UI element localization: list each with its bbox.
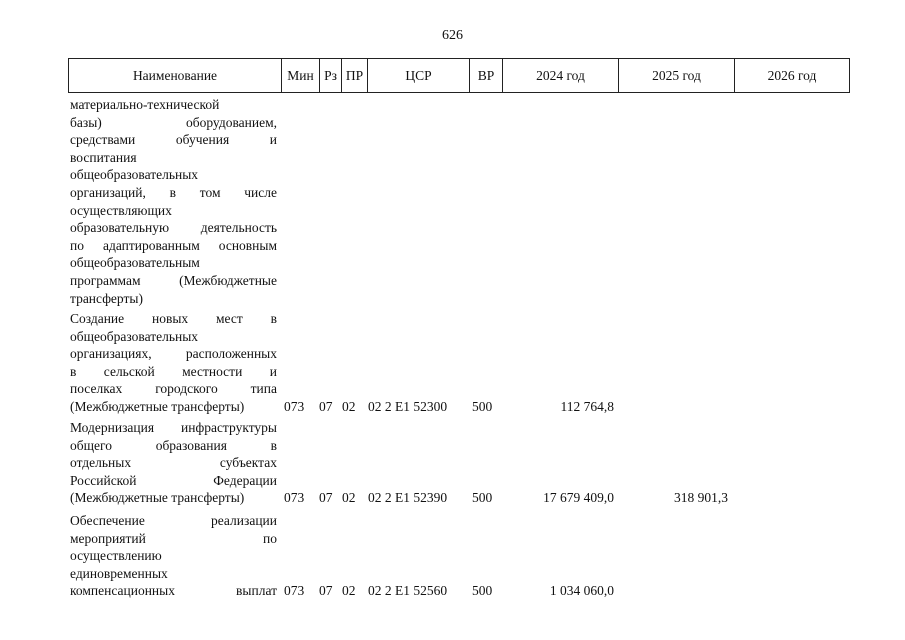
table-row bbox=[68, 419, 850, 507]
row-name-word: программам bbox=[70, 272, 141, 288]
row-name-word: числе bbox=[244, 184, 277, 200]
row-name-word: общего bbox=[70, 437, 112, 453]
row-name-word: новых bbox=[152, 311, 189, 326]
row-name-word: образования bbox=[155, 437, 227, 453]
header-pr: ПР bbox=[341, 59, 367, 92]
row-name-word: (Межбюджетные трансферты) bbox=[70, 398, 245, 414]
header-csr: ЦСР bbox=[367, 59, 469, 92]
row-name-line bbox=[70, 237, 277, 255]
row-csr: 02 2 E1 52560 bbox=[368, 583, 448, 599]
row-min: 073 bbox=[284, 399, 305, 414]
row-name-word: Федерации bbox=[213, 472, 277, 488]
row-name-word: Обеспечение bbox=[70, 513, 145, 528]
row-name-word: мероприятий bbox=[70, 530, 146, 546]
table-row bbox=[68, 512, 850, 600]
row-name-word: организациях, bbox=[70, 346, 152, 362]
row-name-word: в bbox=[270, 311, 277, 326]
row-name-line bbox=[70, 345, 277, 363]
header-rz: Рз bbox=[319, 59, 341, 92]
row-name-line bbox=[70, 547, 277, 565]
table-row bbox=[68, 96, 850, 307]
row-name-word: осуществлению bbox=[70, 548, 162, 564]
row-name-word: воспитания bbox=[70, 149, 137, 165]
row-vr: 500 bbox=[472, 399, 493, 414]
row-name-line bbox=[70, 149, 277, 167]
row-name-word: мест bbox=[216, 311, 243, 326]
row-2024: 112 764,8 bbox=[560, 399, 614, 414]
row-name-word: и bbox=[269, 132, 277, 148]
row-name-word: реализации bbox=[211, 513, 277, 528]
row-name-word: обучения bbox=[175, 132, 230, 148]
row-name-line bbox=[70, 454, 277, 472]
row-name-word: инфраструктуры bbox=[181, 420, 277, 435]
row-name-word: общеобразовательных bbox=[70, 167, 199, 183]
row-name-word: организаций, bbox=[70, 184, 146, 200]
row-name-line bbox=[70, 96, 277, 114]
row-name-word: общеобразовательных bbox=[70, 328, 199, 344]
row-rz: 07 bbox=[319, 490, 333, 506]
row-name-line bbox=[70, 290, 277, 308]
row-name-line bbox=[70, 380, 277, 398]
header-2024: 2024 год bbox=[502, 59, 618, 92]
row-name-line bbox=[70, 114, 277, 132]
row-name-line bbox=[70, 166, 277, 184]
row-name-word: материально-технической bbox=[70, 97, 220, 112]
page-number: 626 bbox=[442, 28, 463, 43]
row-name-line bbox=[70, 437, 277, 455]
table-row bbox=[68, 310, 850, 416]
row-name-word: том bbox=[199, 184, 221, 200]
header-min: Мин bbox=[281, 59, 319, 92]
row-name-line bbox=[70, 272, 277, 290]
header-2025: 2025 год bbox=[618, 59, 734, 92]
row-name-line bbox=[70, 254, 277, 272]
row-name bbox=[70, 96, 277, 307]
row-name-word: трансферты) bbox=[70, 290, 143, 306]
row-name-line bbox=[70, 530, 277, 548]
row-2024: 1 034 060,0 bbox=[549, 583, 614, 599]
row-name-line bbox=[70, 512, 277, 530]
header-vr: ВР bbox=[469, 59, 502, 92]
row-name-word: базы) bbox=[70, 114, 102, 130]
header-2026: 2026 год bbox=[734, 59, 849, 92]
table-header bbox=[68, 58, 850, 93]
row-name-line bbox=[70, 472, 277, 490]
row-name-word: Российской bbox=[70, 472, 137, 488]
row-2024: 17 679 409,0 bbox=[543, 490, 614, 506]
row-csr: 02 2 E1 52300 bbox=[368, 399, 448, 414]
row-name-line bbox=[70, 310, 277, 328]
row-name-word: основным bbox=[218, 237, 277, 253]
header-name: Наименование bbox=[132, 67, 218, 83]
row-codes bbox=[68, 398, 850, 416]
row-rz: 07 bbox=[319, 583, 333, 599]
row-name-word: местности bbox=[182, 363, 243, 379]
row-name-word: средствами bbox=[70, 132, 136, 148]
row-name-word: типа bbox=[250, 381, 277, 397]
row-pr: 02 bbox=[342, 583, 356, 599]
row-pr: 02 bbox=[342, 490, 356, 506]
row-name-word: по bbox=[70, 237, 84, 253]
row-name-word: адаптированным bbox=[102, 237, 200, 253]
row-name-line bbox=[70, 363, 277, 381]
row-name-word: в bbox=[270, 437, 277, 453]
row-name-word: городского bbox=[155, 381, 218, 397]
row-name-word: Создание bbox=[70, 311, 125, 326]
row-2025: 318 901,3 bbox=[674, 490, 728, 506]
row-name-word: и bbox=[269, 363, 277, 379]
row-pr: 02 bbox=[342, 399, 356, 414]
row-name-word: поселках bbox=[70, 381, 123, 397]
row-rz: 07 bbox=[319, 399, 333, 414]
row-name-word: в bbox=[169, 184, 176, 200]
row-name-word: осуществляющих bbox=[70, 202, 172, 218]
row-name-word: Модернизация bbox=[70, 420, 155, 435]
row-name-word: образовательную bbox=[70, 220, 170, 236]
row-name-word: (Межбюджетные трансферты) bbox=[70, 490, 245, 506]
row-min: 073 bbox=[284, 583, 305, 599]
row-name-word: компенсационных bbox=[70, 583, 175, 599]
row-name-line bbox=[70, 202, 277, 220]
row-name-line bbox=[70, 565, 277, 583]
row-min: 073 bbox=[284, 490, 305, 506]
row-name-word: единовременных bbox=[70, 565, 168, 581]
row-name-word: расположенных bbox=[185, 346, 277, 362]
row-name-word: по bbox=[263, 530, 277, 546]
row-vr: 500 bbox=[472, 583, 493, 599]
row-name-word: оборудованием, bbox=[185, 114, 277, 130]
row-vr: 500 bbox=[472, 490, 493, 506]
row-name-line bbox=[70, 131, 277, 149]
row-name-word: отдельных bbox=[70, 455, 132, 471]
row-codes bbox=[68, 489, 850, 507]
row-name-word: субъектах bbox=[219, 455, 277, 471]
row-name-line bbox=[70, 419, 277, 437]
row-csr: 02 2 E1 52390 bbox=[368, 490, 448, 506]
row-name-word: общеобразовательным bbox=[70, 255, 200, 271]
row-name-line bbox=[70, 328, 277, 346]
row-name-line bbox=[70, 184, 277, 202]
row-name-word: сельской bbox=[103, 363, 155, 379]
row-name-word: деятельность bbox=[200, 220, 277, 236]
row-name-word: выплат bbox=[236, 583, 277, 599]
row-codes bbox=[68, 582, 850, 600]
row-name-word: в bbox=[70, 363, 77, 379]
row-name-line bbox=[70, 219, 277, 237]
row-name-word: (Межбюджетные bbox=[179, 272, 277, 288]
